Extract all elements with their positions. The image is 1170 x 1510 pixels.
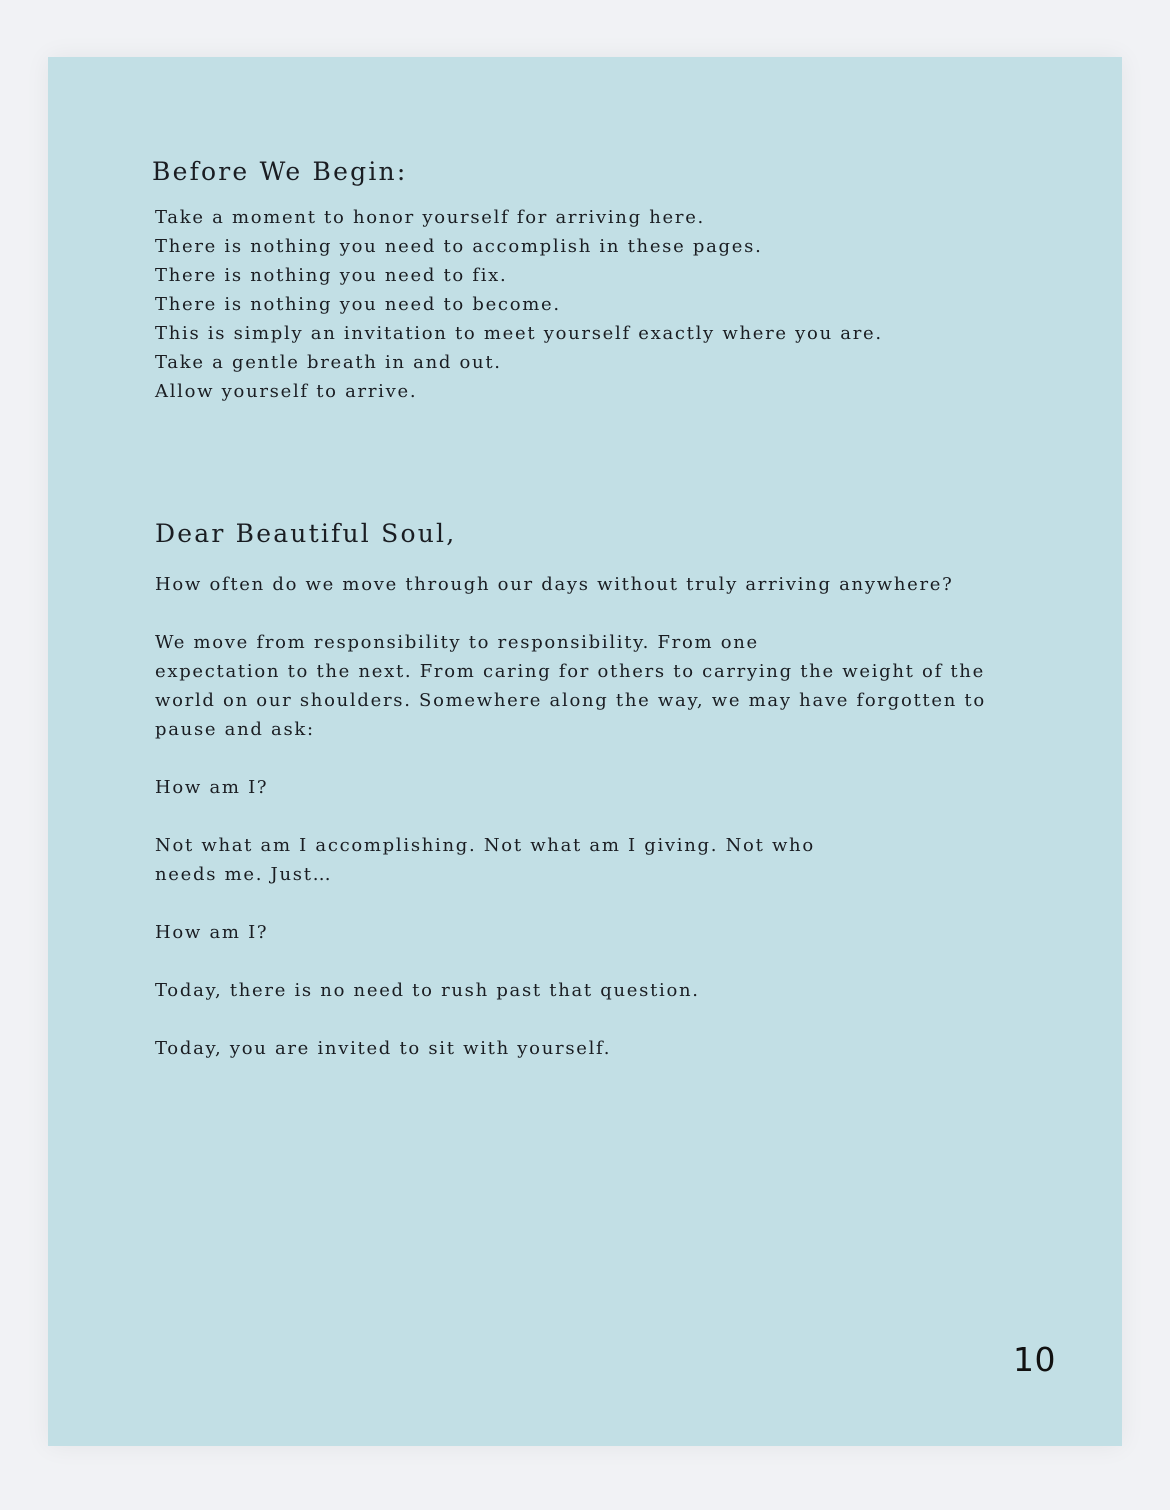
letter-paragraph xyxy=(155,1034,1055,1063)
letter-line: How often do we move through our days without truly arriving anywhere? xyxy=(155,574,954,595)
intro-line: Take a gentle breath in and out. xyxy=(155,352,502,373)
letter-line: needs me. Just… xyxy=(155,864,333,885)
intro-text-block xyxy=(155,203,883,406)
letter-line: Today, there is no need to rush past that question. xyxy=(155,980,700,1001)
letter-paragraph xyxy=(155,773,1055,802)
letter-line: How am I? xyxy=(155,777,269,798)
intro-line: Take a moment to honor yourself for arriving here. xyxy=(155,207,705,228)
intro-line: Allow yourself to arrive. xyxy=(155,381,418,402)
letter-line: Today, you are invited to sit with yourself. xyxy=(155,1038,612,1059)
section-heading-before-we-begin: Before We Begin: xyxy=(152,157,408,186)
letter-line: How am I? xyxy=(155,922,269,943)
intro-line: This is simply an invitation to meet yourself exactly where you are. xyxy=(155,323,883,344)
letter-paragraph xyxy=(155,831,1055,889)
letter-paragraph xyxy=(155,976,1055,1005)
letter-line: world on our shoulders. Somewhere along the way, we may have forgotten to xyxy=(155,690,986,711)
letter-line: Not what am I accomplishing. Not what am I giving. Not who xyxy=(155,835,815,856)
letter-paragraph xyxy=(155,570,1055,599)
letter-line: pause and ask: xyxy=(155,719,315,740)
intro-line: There is nothing you need to fix. xyxy=(155,265,508,286)
letter-body xyxy=(155,570,1055,1063)
page-number: 10 xyxy=(1013,1340,1056,1379)
intro-line: There is nothing you need to accomplish in these pages. xyxy=(155,236,763,257)
letter-paragraph xyxy=(155,918,1055,947)
letter-salutation: Dear Beautiful Soul, xyxy=(155,519,457,548)
letter-line: expectation to the next. From caring for others to carrying the weight of the xyxy=(155,661,985,682)
letter-line: We move from responsibility to responsibility. From one xyxy=(155,632,759,653)
intro-line: There is nothing you need to become. xyxy=(155,294,561,315)
letter-paragraph xyxy=(155,628,1055,744)
document-page xyxy=(48,57,1122,1446)
